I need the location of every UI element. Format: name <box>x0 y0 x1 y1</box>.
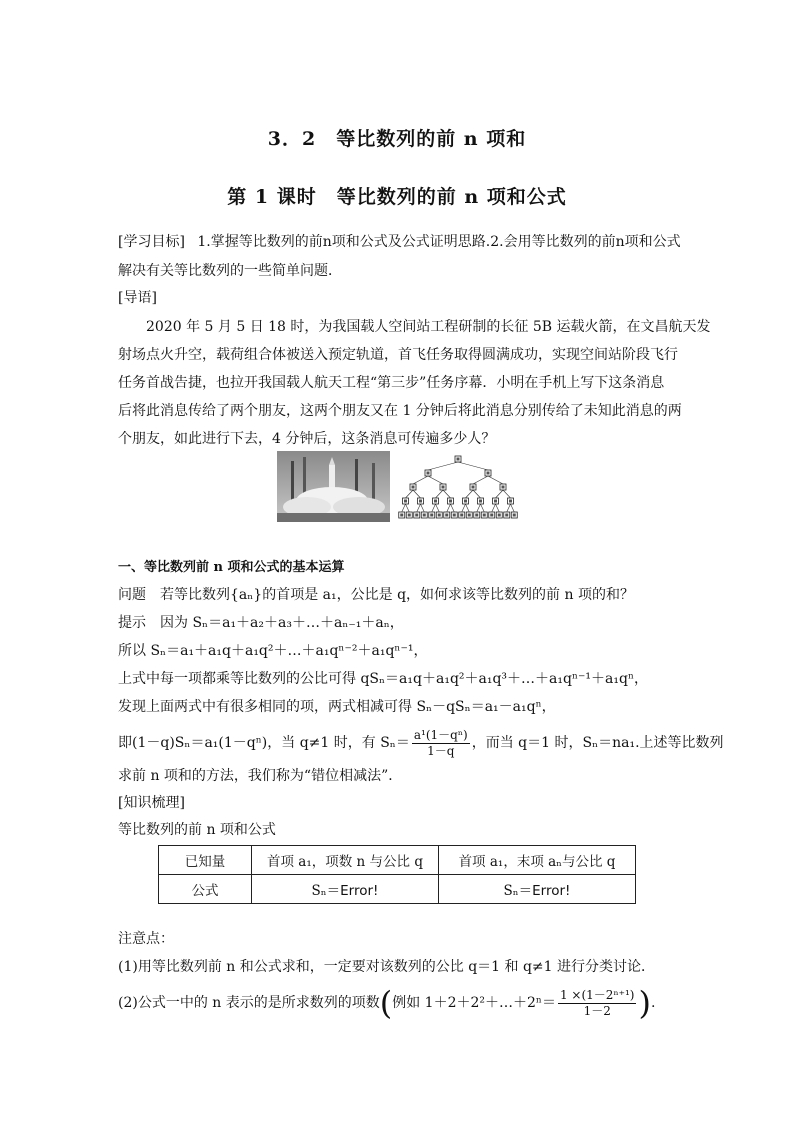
hint-5-start: 即(1－q)Sₙ＝a₁(1－qⁿ)，当 q≠1 时，有 Sₙ＝ <box>118 735 410 751</box>
formula-prefix: Sₙ＝ <box>503 883 533 899</box>
tree-node-mark <box>460 514 463 517</box>
tree-edge <box>462 504 466 512</box>
tree-diagram-svg <box>398 455 518 521</box>
table-header-cell: 首项 a₁，项数 n 与公比 q <box>252 846 439 875</box>
tree-node-mark <box>430 514 433 517</box>
tree-node-mark <box>404 500 407 503</box>
tree-edge <box>428 476 443 484</box>
tree-edge <box>436 490 444 498</box>
tree-edge <box>417 504 421 512</box>
hint-line-6: 求前 n 项和的方法，我们称为“错位相减法”． <box>118 768 403 784</box>
tree-node-mark <box>498 514 501 517</box>
formula-table <box>158 845 636 904</box>
error-text: Error! <box>340 883 379 899</box>
tree-edge <box>451 504 455 512</box>
table-header-cell: 首项 a₁，末项 aₙ与公比 q <box>439 846 636 875</box>
tree-edge <box>473 476 488 484</box>
note-2 <box>118 984 656 1022</box>
example-fraction <box>558 988 636 1019</box>
left-paren: ( <box>379 984 393 1022</box>
table-row <box>159 875 636 904</box>
intro-line-1: 2020 年 5 月 5 日 18 时，为我国载人空间站工程研制的长征 5B 运载火箭，在文昌航天发 <box>146 319 711 335</box>
tree-edge <box>436 504 440 512</box>
table-header-cell: 已知量 <box>159 846 252 875</box>
tree-node-mark <box>419 500 422 503</box>
right-paren: ) <box>638 984 651 1022</box>
tree-edge <box>428 462 458 470</box>
tree-node-mark <box>490 514 493 517</box>
fraction-denominator: 1－q <box>427 743 455 758</box>
intro-label: [导语] <box>118 290 157 306</box>
tree-node-mark <box>445 514 448 517</box>
tree-node-mark <box>479 500 482 503</box>
note-1: (1)用等比数列前 n 和公式求和，一定要对该数列的公比 q＝1 和 q≠1 进行分类讨论． <box>118 959 656 975</box>
tree-node-mark <box>483 514 486 517</box>
section-title: 3．2 等比数列的前 n 项和 <box>267 128 527 150</box>
note-2-start: (2)公式一中的 n 表示的是所求数列的项数 <box>118 995 380 1011</box>
tree-edge <box>413 476 428 484</box>
sum-formula-fraction <box>412 728 470 759</box>
formula-prefix: Sₙ＝ <box>311 883 341 899</box>
tree-node-mark <box>408 514 411 517</box>
tree-edge <box>466 504 470 512</box>
intro-line-5: 个朋友，如此进行下去，4 分钟后，这条消息可传遍多少人？ <box>118 431 496 447</box>
tree-edge <box>432 504 436 512</box>
tree-node-mark <box>449 500 452 503</box>
tree-node-mark <box>509 500 512 503</box>
tree-node-mark <box>427 472 430 475</box>
knowledge-label: [知识梳理] <box>118 795 185 811</box>
intro-line-2: 射场点火升空，载荷组合体被送入预定轨道，首飞任务取得圆满成功，实现空间站阶段飞行 <box>118 347 678 363</box>
tree-node-mark <box>457 458 460 461</box>
tree-node-mark <box>513 514 516 517</box>
tree-node-mark <box>505 514 508 517</box>
error-text: Error! <box>532 883 571 899</box>
notes-label: 注意点： <box>118 931 174 947</box>
tree-node-mark <box>400 514 403 517</box>
objectives-label: [学习目标] <box>118 234 185 250</box>
tree-node-mark <box>472 486 475 489</box>
tree-node-mark <box>494 500 497 503</box>
tree-edge <box>421 504 425 512</box>
tree-edge <box>488 476 503 484</box>
tree-node-mark <box>442 486 445 489</box>
tree-node-mark <box>502 486 505 489</box>
tree-edge <box>496 504 500 512</box>
table-cell-formula-2 <box>439 875 636 904</box>
hint-line-5 <box>118 727 724 759</box>
tree-edge <box>481 504 485 512</box>
tree-node-mark <box>453 514 456 517</box>
hint-line-3: 上式中每一项都乘等比数列的公比可得 qSₙ＝a₁q＋a₁q²＋a₁q³＋…＋a₁qⁿ⁻¹＋a₁qⁿ， <box>118 671 649 687</box>
tree-edge <box>496 490 504 498</box>
table-caption: 等比数列的前 n 项和公式 <box>118 822 276 838</box>
table-cell-formula-1 <box>252 875 439 904</box>
note-2-end: . <box>650 995 656 1011</box>
tree-edge <box>443 490 451 498</box>
intro-line-4: 后将此消息传给了两个朋友，这两个朋友又在 1 分钟后将此消息分别传给了未知此消息的两 <box>118 403 682 419</box>
hint-line-4: 发现上面两式中有很多相同的项，两式相减可得 Sₙ－qSₙ＝a₁－a₁qⁿ， <box>118 699 556 715</box>
section-heading: 一、等比数列前 n 项和公式的基本运算 <box>118 560 345 575</box>
hint-line-1: 提示 因为 Sₙ＝a₁＋a₂＋a₃＋…＋aₙ₋₁＋aₙ， <box>118 615 404 631</box>
tree-edge <box>466 490 474 498</box>
note-2-example: 例如 1＋2＋2²＋…＋2ⁿ＝ <box>392 995 556 1011</box>
table-header-row <box>159 846 636 875</box>
tree-node-mark <box>434 500 437 503</box>
fraction-numerator: a¹(1－qⁿ) <box>413 727 468 742</box>
tree-node-mark <box>464 500 467 503</box>
tree-node-mark <box>438 514 441 517</box>
tree-node-mark <box>423 514 426 517</box>
tree-edge <box>406 504 410 512</box>
tree-node-mark <box>468 514 471 517</box>
example-numerator: 1 ×(1－2ⁿ⁺¹) <box>559 987 635 1002</box>
objectives-line-1 <box>118 232 681 252</box>
hint-5-end: ，而当 q＝1 时，Sₙ＝na₁.上述等比数列 <box>471 735 724 751</box>
question-line: 问题 若等比数列{aₙ}的首项是 a₁，公比是 q，如何求该等比数列的前 n 项的和？ <box>118 587 634 603</box>
tree-edge <box>458 462 488 470</box>
tree-node-mark <box>487 472 490 475</box>
example-denominator: 1－2 <box>583 1003 611 1018</box>
tree-edge <box>477 504 481 512</box>
tree-edge <box>447 504 451 512</box>
rocket-launch-photo <box>277 451 390 522</box>
tree-edge <box>511 504 515 512</box>
tree-edge <box>507 504 511 512</box>
tree-edge <box>413 490 421 498</box>
hint-line-2: 所以 Sₙ＝a₁＋a₁q＋a₁q²＋…＋a₁qⁿ⁻²＋a₁qⁿ⁻¹， <box>118 643 428 659</box>
tree-node-mark <box>412 486 415 489</box>
tree-edge <box>473 490 481 498</box>
objectives-text-1: 1.掌握等比数列的前n项和公式及公式证明思路.2.会用等比数列的前n项和公式 <box>197 234 681 250</box>
message-spread-tree <box>398 455 518 521</box>
tree-node-mark <box>415 514 418 517</box>
intro-line-3: 任务首战告捷，也拉开我国载人航天工程“第三步”任务序幕．小明在手机上写下这条消息 <box>118 375 665 391</box>
tree-node-mark <box>475 514 478 517</box>
objectives-line-2: 解决有关等比数列的一些简单问题． <box>118 263 342 279</box>
table-row-label: 公式 <box>159 875 252 904</box>
tree-edge <box>402 504 406 512</box>
tree-edge <box>503 490 511 498</box>
tree-edge <box>492 504 496 512</box>
lesson-title: 第 1 课时 等比数列的前 n 项和公式 <box>227 186 567 208</box>
tree-edge <box>406 490 414 498</box>
